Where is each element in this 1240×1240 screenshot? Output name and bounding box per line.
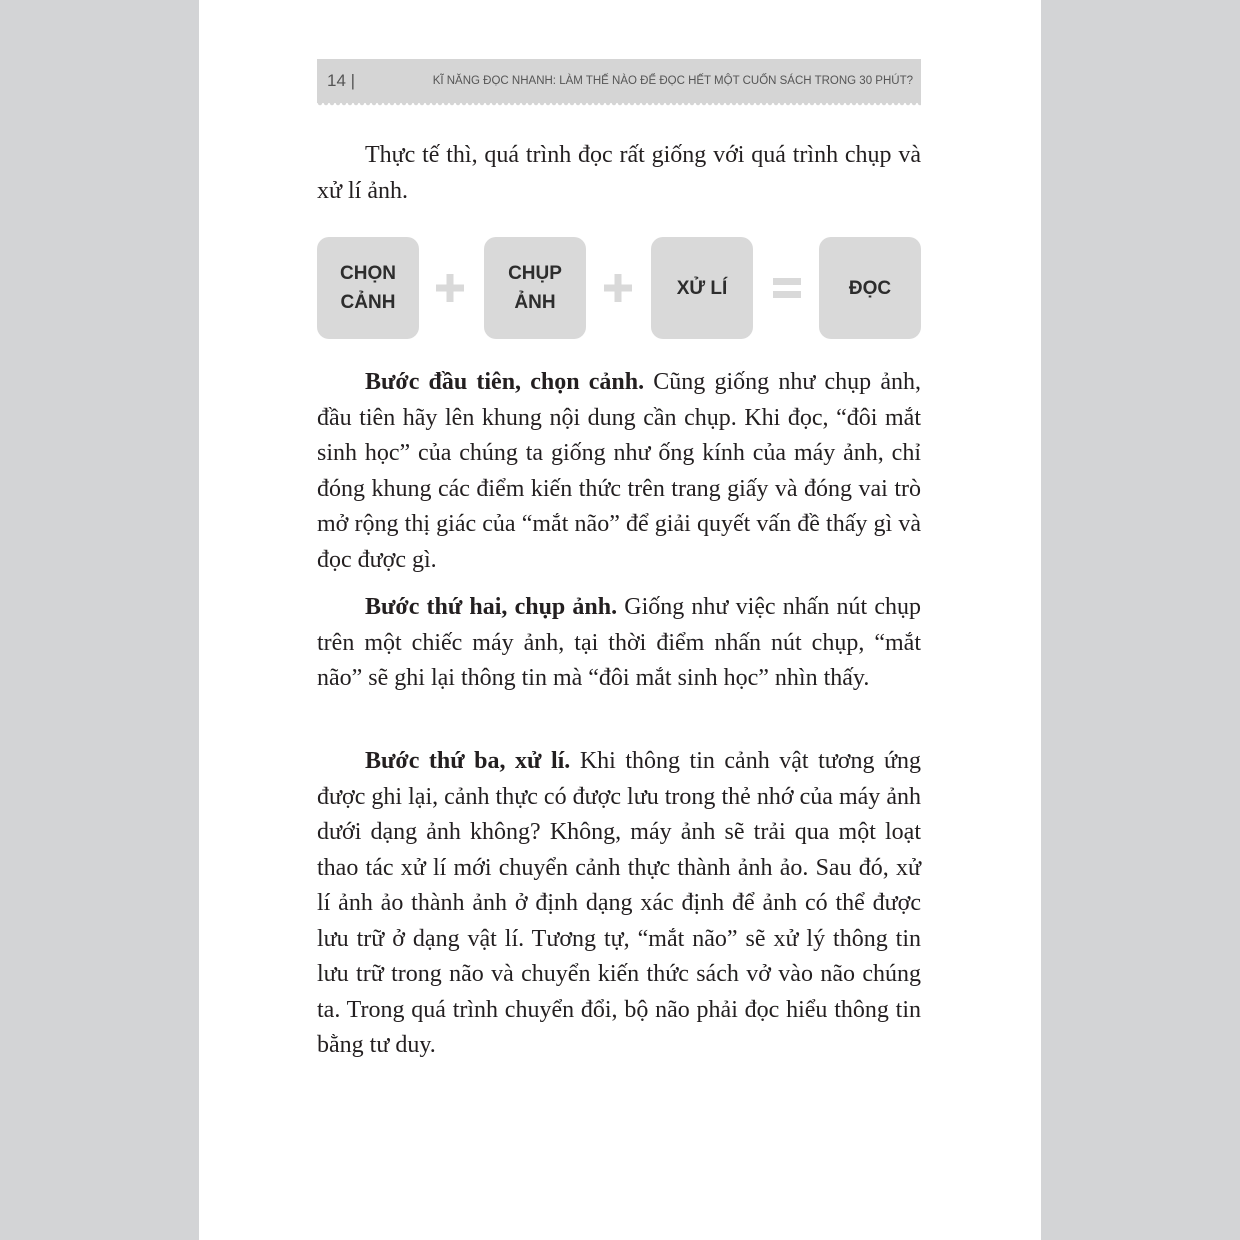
diagram-box-choose-scene: CHỌN CẢNH xyxy=(317,237,419,339)
running-title: KĨ NĂNG ĐỌC NHANH: LÀM THẾ NÀO ĐỂ ĐỌC HẾT MỘT CUỐN SÁCH TRONG 30 PHÚT? xyxy=(432,75,913,87)
diagram-box-read: ĐỌC xyxy=(819,237,921,339)
intro-paragraph xyxy=(317,138,921,209)
reading-process-diagram xyxy=(317,237,921,339)
diagram-box-process: XỬ LÍ xyxy=(651,237,753,339)
paragraph-text: Giống như việc nhấn nút chụp trên một chiếc máy ảnh, tại thời điểm nhấn nút chụp, “mắt não” sẽ ghi lại thông tin mà “đôi mắt sinh học” nhìn thấy. xyxy=(317,594,922,691)
plus-icon xyxy=(435,273,465,303)
paragraph-step-three xyxy=(317,744,921,1064)
plus-icon xyxy=(603,273,633,303)
page-header xyxy=(317,59,921,103)
book-page xyxy=(199,0,1041,1240)
page-number: 14 | xyxy=(327,71,356,90)
equals-icon xyxy=(772,273,802,303)
paragraph-text: Khi thông tin cảnh vật tương ứng được ghi lại, cảnh thực có được lưu trong thẻ nhớ của máy ảnh dưới dạng ảnh không? Không, máy ảnh sẽ trải qua một loạt thao tác xử lí mới chuyển cảnh thực thành ảnh ảo. Sau đó, xử lí ảnh ảo thành ảnh ở định dạng xác định để ảnh có thể được lưu trữ ở dạng vật lí. Tương tự, “mắt não” sẽ xử lý thông tin lưu trữ trong não và chuyển kiến thức sách vở vào não chúng ta. Trong quá trình chuyển đổi, bộ não phải đọc hiểu thông tin bằng tư duy. xyxy=(317,748,921,1058)
diagram-box-take-photo: CHỤP ẢNH xyxy=(484,237,586,339)
paragraph-lead: Bước thứ ba, xử lí. xyxy=(365,748,571,774)
paragraph-step-one xyxy=(317,365,921,578)
paragraph-lead: Bước thứ hai, chụp ảnh. xyxy=(365,594,618,620)
intro-text: Thực tế thì, quá trình đọc rất giống với quá trình chụp và xử lí ảnh. xyxy=(317,142,921,204)
paragraph-lead: Bước đầu tiên, chọn cảnh. xyxy=(365,369,645,395)
paragraph-text: Cũng giống như chụp ảnh, đầu tiên hãy lên khung nội dung cần chụp. Khi đọc, “đôi mắt sinh học” của chúng ta giống như ống kính của máy ảnh, chỉ đóng khung các điểm kiến thức trên trang giấy và đóng vai trò mở rộng thị giác của “mắt não” để giải quyết vấn đề thấy gì và đọc được gì. xyxy=(317,369,921,573)
paragraph-step-two xyxy=(317,590,921,697)
